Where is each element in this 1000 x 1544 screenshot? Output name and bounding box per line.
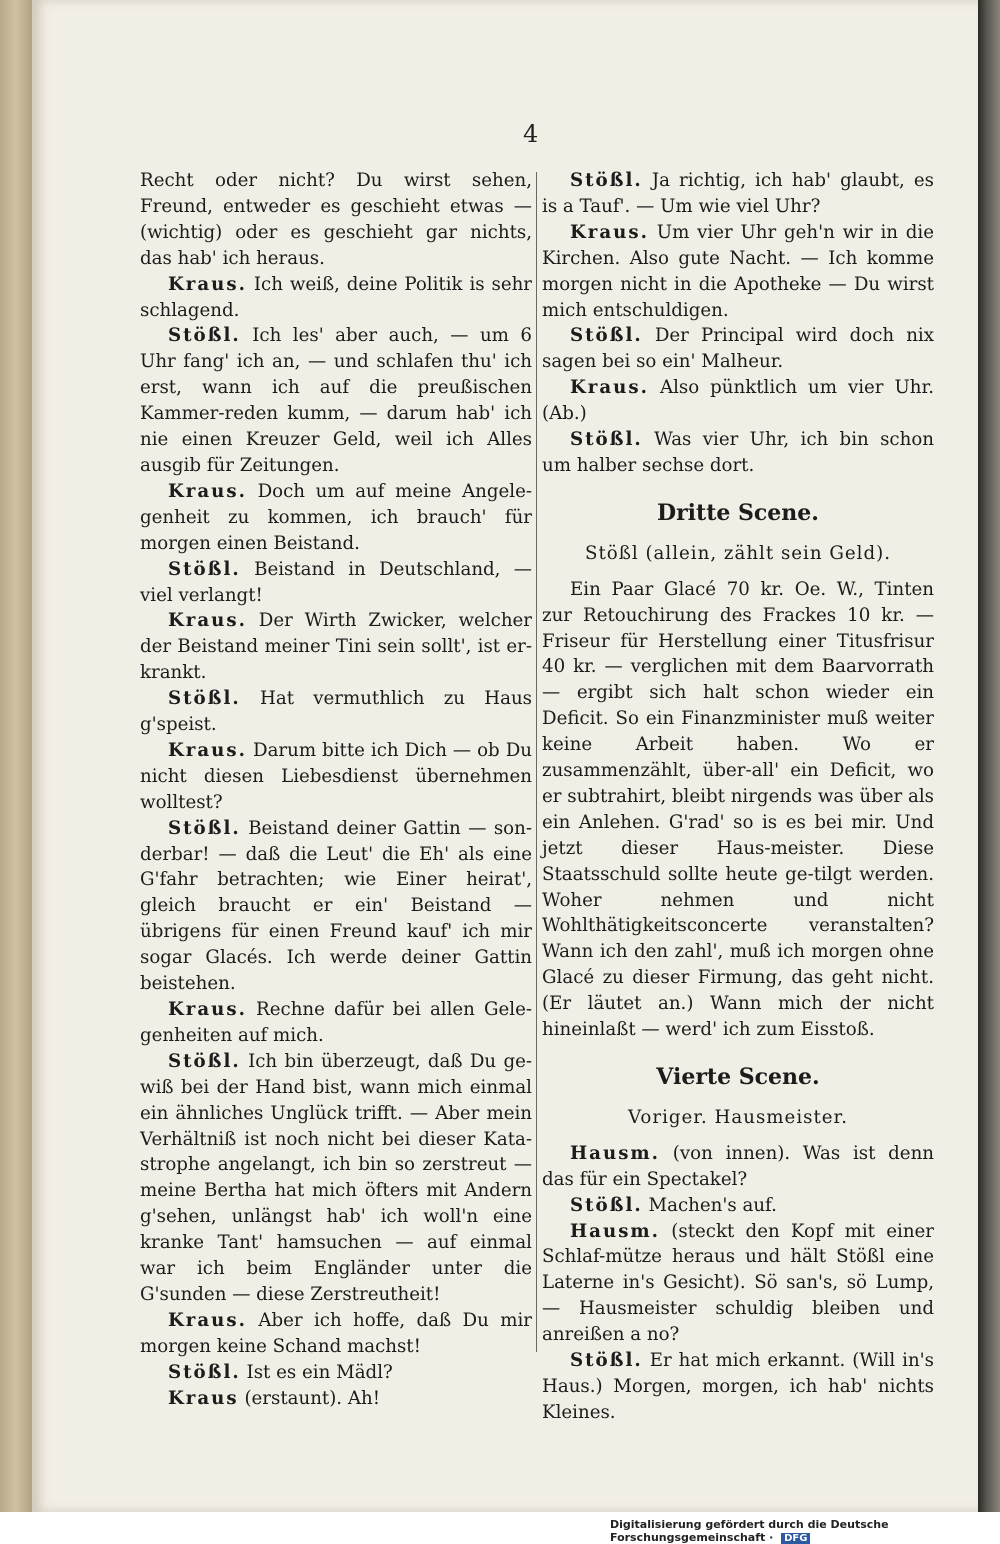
dialogue-text: Der Wirth Zwicker, welcher der Beistand meiner Tini sein sollt', ist er-krankt. — [140, 610, 532, 684]
dialogue-paragraph — [140, 168, 532, 272]
speaker-name: Stößl. — [570, 325, 643, 347]
dialogue-paragraph — [542, 375, 934, 427]
scene-cast-dritte: Stößl (allein, zählt sein Geld). — [585, 542, 891, 564]
dialogue-text: Darum bitte ich Dich — ob Du nicht diesen Liebesdienst übernehmen wolltest? — [140, 739, 532, 813]
dialogue-paragraph — [140, 1049, 532, 1308]
scene-cast-vierte: Voriger. Hausmeister. — [627, 1106, 849, 1128]
speaker-name: Kraus. — [570, 377, 649, 399]
dialogue-text: Hat vermuthlich zu Haus g'speist. — [140, 688, 532, 736]
dialogue-text: Um vier Uhr geh'n wir in die Kirchen. Also gute Nacht. — Ich komme morgen nicht in die Apotheke — Du wirst mich entschuldigen. — [542, 221, 934, 321]
dialogue-paragraph — [542, 220, 934, 324]
speaker-name: Kraus. — [570, 221, 649, 243]
column-divider — [536, 172, 537, 1352]
speaker-name: Hausm. — [570, 1220, 661, 1242]
dialogue-text: Doch um auf meine Angele-genheit zu kommen, ich brauch' für morgen einen Beistand. — [140, 480, 532, 554]
speaker-name: Stößl. — [168, 558, 241, 580]
scene-title-vierte: Vierte Scene. — [656, 1064, 820, 1090]
right-text-column — [542, 168, 934, 1426]
dialogue-paragraph — [140, 816, 532, 997]
dialogue-paragraph — [140, 479, 532, 557]
speaker-name: Kraus — [168, 1387, 239, 1409]
book-cover-edge — [0, 0, 32, 1512]
dialogue-paragraph — [140, 997, 532, 1049]
dialogue-paragraph — [542, 427, 934, 479]
speaker-name: Kraus. — [168, 610, 247, 632]
dialogue-paragraph — [140, 1308, 532, 1360]
dialogue-text: Was vier Uhr, ich bin schon um halber sechse dort. — [542, 429, 934, 476]
dialogue-text: (erstaunt). Ah! — [244, 1387, 381, 1409]
dialogue-text: (von innen). Was ist denn das für ein Spectakel? — [542, 1142, 934, 1190]
scene-monologue: Ein Paar Glacé 70 kr. Oe. W., Tinten zur Retouchirung des Frackes 10 kr. — Friseur für Herstellung einer Titusfrisur 40 kr. — verglichen mit dem Baarvorrath — ergibt sich halt schon wieder ein Deficit. So ein Finanzminister muß weiter keine Arbeit haben. Wo er zusammenzählt, über-all' ein Deficit, wo er subtrahirt, bleibt nirgends was über als ein Anlehen. G'rad' so is es bei mir. Und jetzt dieser Haus-meister. Diese Staatsschuld sollte heute ge-tilgt werden. Woher nehmen und nicht Wohlthätigkeitsconcerte veranstalten? Wann ich den zahl', muß ich morgen ohne Glacé zu dieser Firmung, das geht nicht. (Er läutet an.) Wann mich der nicht hineinlaßt — werd' ich zum Eisstoß. — [542, 578, 934, 1041]
dialogue-paragraph — [140, 323, 532, 478]
right-dialogue-part2 — [542, 1141, 934, 1426]
book-right-edge — [978, 0, 1000, 1512]
speaker-name: Stößl. — [168, 1050, 241, 1072]
dialogue-text: Recht oder nicht? Du wirst sehen, Freund, entweder es geschieht etwas — (wichtig) oder es geschieht gar nichts, das hab' ich heraus. — [140, 170, 532, 269]
left-text-column — [140, 168, 532, 1412]
speaker-name: Kraus. — [168, 1309, 247, 1331]
dialogue-paragraph — [140, 272, 532, 324]
dialogue-text: Also pünktlich um vier Uhr. (Ab.) — [542, 377, 934, 425]
dialogue-text: Ist es ein Mädl? — [246, 1361, 393, 1383]
dialogue-text: Ja richtig, ich hab' glaubt, es is a Tauf'. — Um wie viel Uhr? — [542, 170, 934, 217]
dialogue-paragraph — [140, 738, 532, 816]
dialogue-paragraph — [542, 323, 934, 375]
dialogue-text: Beistand in Deutschland, — viel verlangt! — [140, 558, 532, 606]
dialogue-text: Ich weiß, deine Politik is sehr schlagend. — [140, 273, 532, 321]
dialogue-text: Er hat mich erkannt. (Will in's Haus.) Morgen, morgen, ich hab' nichts Kleines. — [542, 1350, 934, 1423]
speaker-name: Stößl. — [570, 429, 643, 451]
speaker-name: Hausm. — [570, 1142, 661, 1164]
page-number: 4 — [523, 120, 539, 148]
dialogue-text: Beistand deiner Gattin — son-derbar! — daß die Leut' die Eh' als eine G'fahr betrachten; wie Einer heirat', gleich braucht er ein' Beistand — übrigens für einen Freund kauf' ich mir sogar Glacés. Ich werde deiner Gattin beistehen. — [140, 817, 532, 995]
speaker-name: Stößl. — [168, 688, 241, 710]
dialogue-paragraph — [542, 168, 934, 220]
speaker-name: Kraus. — [168, 480, 247, 502]
dialogue-paragraph — [140, 608, 532, 686]
speaker-name: Stößl. — [168, 1361, 241, 1383]
speaker-name: Kraus. — [168, 739, 247, 761]
dialogue-text: Aber ich hoffe, daß Du mir morgen keine Schand machst! — [140, 1309, 532, 1357]
speaker-name: Kraus. — [168, 273, 247, 295]
dialogue-text: Machen's auf. — [648, 1194, 777, 1216]
digitization-footer — [610, 1518, 1000, 1544]
dialogue-text: Ich bin überzeugt, daß Du ge-wiß bei der Hand bist, wann mich einmal ein ähnliches Unglück trifft. — Aber mein Verhältniß ist noch nicht bei dieser Kata-strophe angelangt, ich bin so zerstreut — meine Bertha hat mich öfters mit Andern g'sehen, unlängst hab' ich woll'n eine kranke Tant' hamsuchen — auf einmal war ich beim Engländer unter die G'sunden — diese Zerstreutheit! — [140, 1050, 532, 1305]
dialogue-paragraph — [542, 1219, 934, 1349]
speaker-name: Kraus. — [168, 999, 247, 1020]
speaker-name: Stößl. — [570, 1350, 643, 1372]
dialogue-paragraph — [542, 1193, 934, 1219]
dialogue-paragraph — [542, 1141, 934, 1193]
dialogue-paragraph — [542, 1348, 934, 1426]
dfg-logo: DFG — [781, 1533, 810, 1544]
dialogue-paragraph — [140, 686, 532, 738]
speaker-name: Stößl. — [570, 170, 643, 191]
speaker-name: Stößl. — [570, 1194, 643, 1216]
dialogue-text: Ich les' aber auch, — um 6 Uhr fang' ich an, — und schlafen thu' ich erst, wann ich auf die preußischen Kammer-reden kumm, — darum hab' ich nie einen Kreuzer Geld, weil ich Alles ausgib für Zeitungen. — [140, 325, 532, 476]
speaker-name: Stößl. — [168, 817, 241, 839]
dialogue-text: Rechne dafür bei allen Gele-genheiten auf mich. — [140, 999, 532, 1046]
dialogue-text: (steckt den Kopf mit einer Schlaf-mütze heraus und hält Stößl eine Laterne in's Gesicht). Sö san's, sö Lump, — Hausmeister schuldig bleiben und anreißen a no? — [542, 1220, 934, 1346]
scene-title-dritte: Dritte Scene. — [657, 499, 819, 526]
footer-text: Digitalisierung gefördert durch die Deutsche Forschungsgemeinschaft · — [610, 1518, 889, 1544]
speaker-name: Stößl. — [168, 325, 241, 347]
dialogue-paragraph — [140, 1386, 532, 1412]
dialogue-paragraph — [140, 1360, 532, 1386]
right-dialogue-part1 — [542, 168, 934, 479]
dialogue-text: Der Principal wird doch nix sagen bei so ein' Malheur. — [542, 325, 934, 373]
dialogue-paragraph — [140, 557, 532, 609]
